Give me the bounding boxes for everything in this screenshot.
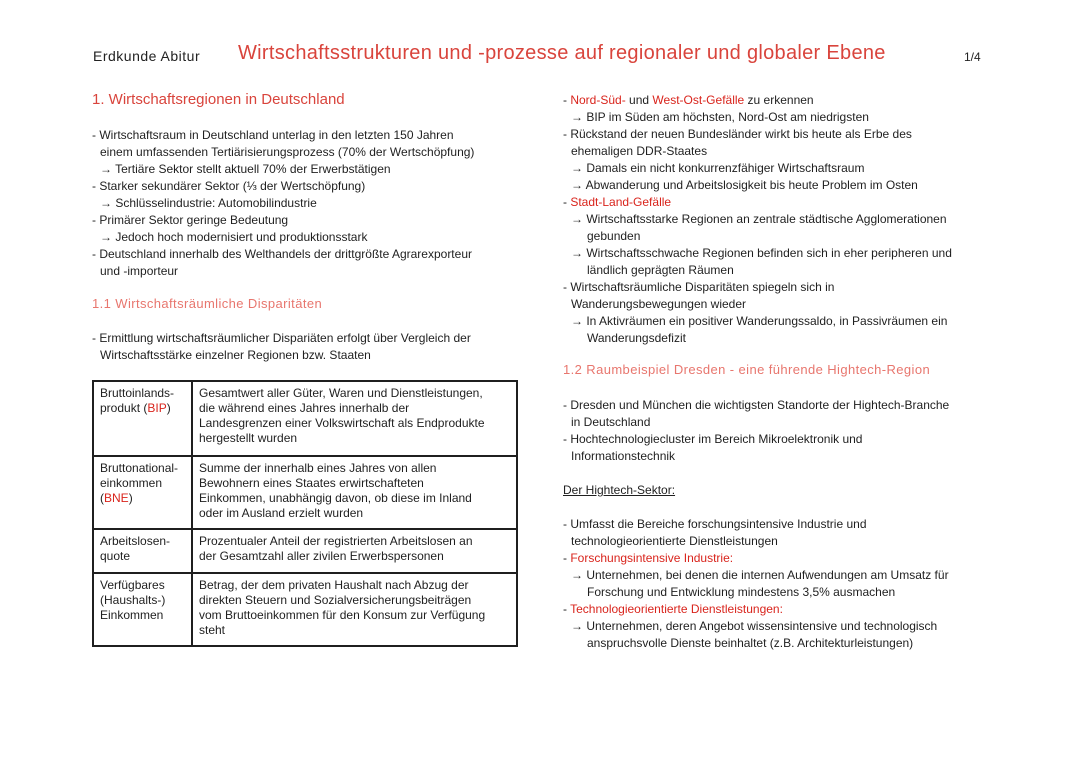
page-title: Wirtschaftsstrukturen und -prozesse auf regionaler und globaler Ebene: [238, 42, 886, 64]
subject-label: Erdkunde Abitur: [93, 48, 201, 64]
section-1-1-line: Wirtschaftsstärke einzelner Regionen bzw. Staaten: [100, 348, 371, 362]
abbreviation: BIP: [147, 401, 167, 415]
right-line: → Wirtschaftsschwache Regionen befinden sich in eher peripheren und: [571, 246, 952, 260]
definition-cell: Summe der innerhalb eines Jahres von allen Bewohnern eines Staates erwirtschafteten Einkommen, unabhängig davon, ob diese im Inland oder im Ausland erzielt wurden: [192, 456, 517, 529]
page-number: 1/4: [964, 50, 981, 64]
forschung-line: - Forschungsintensive Industrie:: [563, 551, 734, 565]
technologie-term: Technologieorientierte Dienstleistungen: [570, 602, 780, 616]
section-1-1-line: - Ermittlung wirtschaftsräumlicher Dispariäten erfolgt über Vergleich der: [92, 331, 471, 345]
section-1-line: - Wirtschaftsraum in Deutschland unterlag in den letzten 150 Jahren: [92, 128, 454, 142]
table-row: [93, 456, 517, 529]
right-line: → Damals ein nicht konkurrenzfähiger Wirtschaftsraum: [571, 161, 865, 175]
right-line: gebunden: [587, 229, 641, 243]
right-line: Wanderungsbewegungen wieder: [571, 297, 747, 311]
term-cell: Arbeitslosen- quote: [93, 529, 192, 573]
table-row: [93, 573, 517, 646]
right-line: → Unternehmen, bei denen die internen Aufwendungen am Umsatz für: [571, 568, 949, 582]
right-line: technologieorientierte Dienstleistungen: [571, 534, 778, 548]
right-line: ehemaligen DDR-Staates: [571, 144, 708, 158]
right-line: anspruchsvolle Dienste beinhaltet (z.B. Architekturleistungen): [587, 636, 914, 650]
right-line: - Rückstand der neuen Bundesländer wirkt bis heute als Erbe des: [563, 127, 912, 141]
disparity-gradient-line: - Nord-Süd- und West-Ost-Gefälle zu erkennen: [563, 93, 814, 107]
right-line: ländlich geprägten Räumen: [587, 263, 734, 277]
hightech-subheading: Der Hightech-Sektor:: [563, 483, 676, 497]
term-cell: Bruttonational- einkommen (BNE): [93, 456, 192, 529]
stadt-land-term: Stadt-Land-Gefälle: [570, 195, 672, 209]
term-cell: Verfügbares (Haushalts-) Einkommen: [93, 573, 192, 646]
section-1-1-heading: 1.1 Wirtschaftsräumliche Disparitäten: [92, 296, 323, 311]
table-row: [93, 529, 517, 573]
right-line: Forschung und Entwicklung mindestens 3,5% ausmachen: [587, 585, 896, 599]
section-1-2-heading: 1.2 Raumbeispiel Dresden - eine führende Hightech-Region: [563, 362, 931, 377]
right-line: - Dresden und München die wichtigsten Standorte der Hightech-Branche: [563, 398, 950, 412]
definition-cell: Prozentualer Anteil der registrierten Arbeitslosen an der Gesamtzahl aller zivilen Erwerbspersonen: [192, 529, 517, 573]
table-row: [93, 381, 517, 456]
section-1-line: einem umfassenden Tertiärisierungsprozess (70% der Wertschöpfung): [100, 145, 475, 159]
right-line: - Wirtschaftsräumliche Disparitäten spiegeln sich in: [563, 280, 835, 294]
term-cell: Bruttoinlands- produkt (BIP): [93, 381, 192, 456]
nord-sued-term: Nord-Süd-: [570, 93, 626, 107]
definitions-table: [92, 380, 518, 647]
section-1-line: - Deutschland innerhalb des Welthandels der drittgrößte Agrarexporteur: [92, 247, 472, 261]
forschung-term: Forschungsintensive Industrie: [570, 551, 730, 565]
right-line: in Deutschland: [571, 415, 651, 429]
definition-cell: Betrag, der dem privaten Haushalt nach Abzug der direkten Steuern und Sozialversicherungsbeiträgen vom Bruttoeinkommen für den Konsum zur Verfügung steht: [192, 573, 517, 646]
section-1-line: → Tertiäre Sektor stellt aktuell 70% der Erwerbstätigen: [100, 162, 391, 176]
right-line: Wanderungsdefizit: [587, 331, 686, 345]
section-1-line: - Primärer Sektor geringe Bedeutung: [92, 213, 289, 227]
right-line: → BIP im Süden am höchsten, Nord-Ost am niedrigsten: [571, 110, 869, 124]
right-line: - Hochtechnologiecluster im Bereich Mikroelektronik und: [563, 432, 863, 446]
right-line: → Abwanderung und Arbeitslosigkeit bis heute Problem im Osten: [571, 178, 918, 192]
section-1-line: - Starker sekundärer Sektor (⅓ der Wertschöpfung): [92, 179, 366, 193]
section-1-line: und -importeur: [100, 264, 179, 278]
right-line: → Wirtschaftsstarke Regionen an zentrale städtische Agglomerationen: [571, 212, 947, 226]
abbreviation: BNE: [104, 491, 129, 505]
section-1-heading: 1. Wirtschaftsregionen in Deutschland: [92, 91, 345, 108]
definition-cell: Gesamtwert aller Güter, Waren und Dienstleistungen, die während eines Jahres innerhalb der Landesgrenzen einer Volkswirtschaft als Endprodukte hergestellt wurden: [192, 381, 517, 456]
technologie-line: - Technologieorientierte Dienstleistungen:: [563, 602, 783, 616]
right-line: Informationstechnik: [571, 449, 676, 463]
section-1-line: → Schlüsselindustrie: Automobilindustrie: [100, 196, 317, 210]
right-line: → In Aktivräumen ein positiver Wanderungssaldo, in Passivräumen ein: [571, 314, 948, 328]
right-line: → Unternehmen, deren Angebot wissensintensive und technologisch: [571, 619, 938, 633]
section-1-line: → Jedoch hoch modernisiert und produktionsstark: [100, 230, 368, 244]
right-line: - Umfasst die Bereiche forschungsintensive Industrie und: [563, 517, 867, 531]
stadt-land-line: - Stadt-Land-Gefälle: [563, 195, 672, 209]
west-ost-term: West-Ost-Gefälle: [652, 93, 745, 107]
